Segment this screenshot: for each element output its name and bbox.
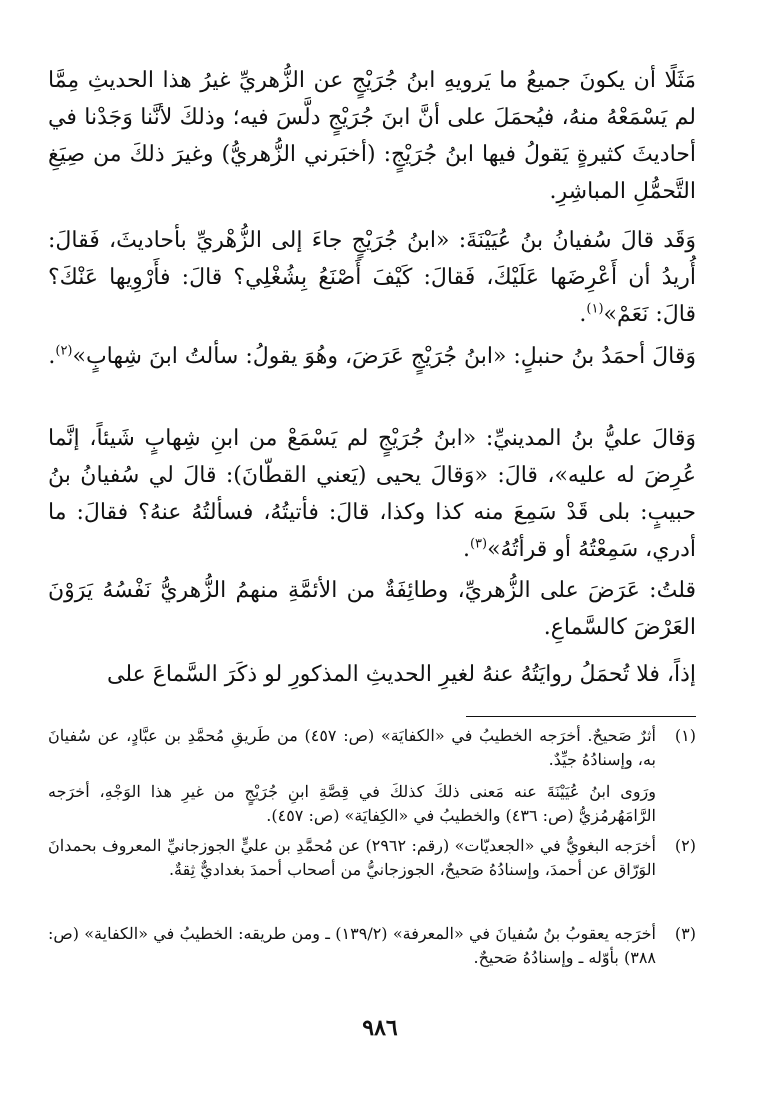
paragraph-text: وَقَد قالَ سُفيانُ بنُ عُيَيْنَةَ: «ابنُ جُرَيْجٍ جاءَ إلى الزُّهْريِّ بأحاديثَ، فَقالَ: أُريدُ أن أَعْرِضَها عَلَيْكَ، فَقالَ: كَيْفَ أَصْنَعُ بِشُغْلِي؟ قالَ: فأَرْوِيها عَنْكَ؟ قالَ: نَعَمْ» (48, 228, 696, 327)
footnote-number: (٣) (674, 924, 696, 943)
paragraph-text: وَقالَ عليُّ بنُ المدينيِّ: «ابنُ جُرَيْجٍ لم يَسْمَعْ من ابنِ شِهابٍ شَيئاً، إنَّما عُرِضَ له عليه»، قالَ: «وَقالَ يحيى (يَعني القطّانَ): قالَ لي سُفيانُ بنُ حبيبٍ: بلى قَدْ سَمِعَ منه كذا وكذا، قالَ: فأتيتُهُ، فسألتُهُ عنهُ؟ فقالَ: ما أدري، سَمِعْتُهُ أو قرأتُهُ» (48, 426, 696, 562)
paragraph (48, 572, 696, 646)
page-number: ٩٨٦ (362, 1015, 398, 1041)
paragraph-text: إذاً، فلا تُحمَلُ روايَتُهُ عنهُ لغيرِ الحديثِ المذكورِ لو ذكَرَ السَّماعَ على (106, 662, 696, 687)
paragraph-text: قلتُ: عَرَضَ على الزُّهريِّ، وطائِفَةٌ من الأئمَّةِ منهمُ الزُّهريُّ نَفْسُهُ يَرَوْنَ العَرْضَ كالسَّماعِ. (48, 578, 696, 640)
footnote-body (48, 922, 656, 970)
paragraph-text: مَثَلًا أن يكونَ جميعُ ما يَرويهِ ابنُ جُرَيْجٍ عن الزُّهريِّ غيرُ هذا الحديثِ مِمَّا لم يَسْمَعْهُ منهُ، فيُحمَلَ على أنَّ ابنَ جُرَيْجٍ دلَّسَ فيه؛ وذلكَ لأنَّنا وَجَدْنا في أحاديثَ كثيرةٍ يَقولُ فيها ابنُ جُرَيْجٍ: (أخبَرني الزُّهريُّ) وغيرَ ذلكَ من صِيَغِ التَّحمُّلِ المباشِرِ. (48, 68, 696, 204)
footnote-body (48, 724, 656, 828)
footnote (48, 834, 696, 882)
footnote-reference[interactable]: (٣) (469, 536, 488, 552)
footnote-text: أثرٌ صَحيحٌ. أخرَجه الخطيبُ في «الكفايَة» (ص: ٤٥٧) من طَريقِ مُحمَّدِ بن عبَّادٍ، عن سُفيانَ به، وإسنادُهُ جيِّدٌ. (48, 726, 657, 769)
paragraph-text: وَقالَ أحمَدُ بنُ حنبلٍ: «ابنُ جُرَيْجٍ عَرَضَ، وهُوَ يقولُ: سألتُ ابنَ شِهابٍ» (72, 344, 696, 369)
footnote-text: أخرَجه البغويُّ في «الجعديّات» (رقم: ٢٩٦٢) عن مُحمَّدِ بن عليٍّ الجوزجانيِّ المعروف بحمدانَ الوَرّاق عن أحمدَ، وإسنادُهُ صَحيحٌ، الجوزجانيُّ من أصحاب أحمدَ بغداديٌّ ثِقةٌ. (48, 836, 656, 879)
paragraph: وَقالَ عليُّ بنُ المدينيِّ: «ابنُ جُرَيْجٍ لم يَسْمَعْ من ابنِ شِهابٍ شَيئاً، إنَّما عُرِضَ له عليه»، قالَ: «وَقالَ يحيى (يَعني القطّانَ): قالَ لي سُفيانُ بنُ حبيبٍ: بلى قَدْ سَمِعَ منه كذا وكذا، قالَ: فأتيتُهُ، فسألتُهُ عنهُ؟ فقالَ: ما أدري، سَمِعْتُهُ أو قرأتُهُ»$^{(٣)}$. (48, 426, 696, 562)
footnote-number: (٢) (674, 836, 696, 855)
paragraph (48, 62, 696, 210)
footnote-number: (١) (674, 726, 696, 745)
footnote (48, 922, 696, 970)
footnote-reference[interactable]: (٢) (55, 343, 73, 359)
footnote-reference[interactable]: (١) (586, 301, 604, 317)
paragraph (48, 656, 696, 693)
footnote (48, 724, 696, 828)
paragraph: وَقالَ أحمَدُ بنُ حنبلٍ: «ابنُ جُرَيْجٍ عَرَضَ، وهُوَ يقولُ: سألتُ ابنَ شِهابٍ»$^{(٢)}$. (48, 343, 696, 369)
footnote-text: أخرَجه يعقوبُ بنُ سُفيانَ في «المعرفة» (١٣٩/٢) ـ ومن طريقه: الخطيبُ في «الكفاية» (ص: ٣٨٨) بأوّله ـ وإسنادُهُ صَحيحٌ. (48, 924, 656, 967)
footnote-body (48, 834, 656, 882)
footnote-separator (466, 716, 696, 717)
paragraph: وَقَد قالَ سُفيانُ بنُ عُيَيْنَةَ: «ابنُ جُرَيْجٍ جاءَ إلى الزُّهْريِّ بأحاديثَ، فَقالَ: أُريدُ أن أَعْرِضَها عَلَيْكَ، فَقالَ: كَيْفَ أَصْنَعُ بِشُغْلِي؟ قالَ: فأَرْوِيها عَنْكَ؟ قالَ: نَعَمْ»$^{(١)}$. (48, 228, 696, 327)
footnote-text: ورَوى ابنُ عُيَيْنَةَ عنه مَعنى ذلكَ كذلكَ في قِصَّةِ ابنِ جُرَيْجٍ من غيرِ هذا الوَجْهِ، أخرَجه الرَّامَهُرمُزيُّ (ص: ٤٣٦) والخطيبُ في «الكِفايَة» (ص: ٤٥٧). (48, 782, 656, 825)
